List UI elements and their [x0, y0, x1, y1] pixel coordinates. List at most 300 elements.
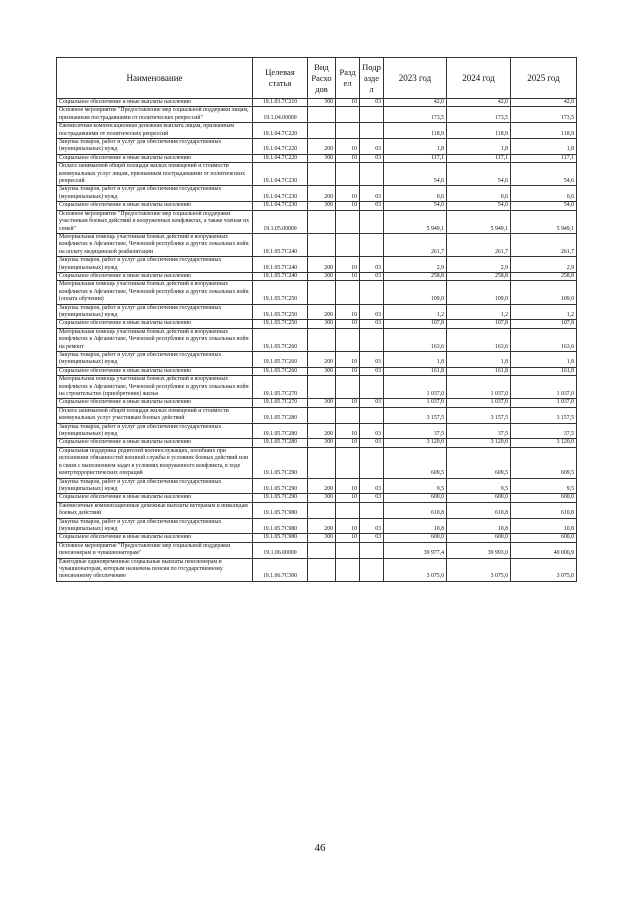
row-amount-2023-cell: 3 075,0 [384, 558, 447, 581]
row-section-cell [336, 407, 360, 423]
row-amount-2024-cell: 54,0 [447, 202, 511, 210]
row-expense-type-cell: 200 [308, 304, 336, 320]
row-expense-type-cell [308, 407, 336, 423]
row-target-code-cell: 19.1.04.7С230 [253, 202, 308, 210]
row-amount-2025-cell: 600,0 [511, 534, 577, 542]
table-row [57, 558, 577, 581]
row-expense-type-cell: 200 [308, 139, 336, 155]
row-expense-type-cell: 200 [308, 478, 336, 494]
row-amount-2023-cell: 163,6 [384, 328, 447, 351]
row-target-code-cell: 19.1.05.7С240 [253, 272, 308, 280]
row-expense-type-cell: 200 [308, 423, 336, 439]
row-amount-2023-cell: 173,5 [384, 107, 447, 123]
header-expense-type [308, 58, 336, 99]
row-target-code-cell: 19.1.05.00000 [253, 210, 308, 233]
row-target-code-cell: 19.1.04.7С230 [253, 186, 308, 202]
row-section-cell [336, 123, 360, 139]
table-header-row [57, 58, 577, 99]
header-expense-type-line3: дов [315, 83, 328, 94]
row-amount-2023-cell: 161,8 [384, 367, 447, 375]
row-amount-2024-cell: 42,0 [447, 99, 511, 107]
row-expense-type-cell [308, 107, 336, 123]
row-amount-2023-cell: 37,5 [384, 423, 447, 439]
row-amount-2025-cell: 1,8 [511, 139, 577, 155]
header-subsection [360, 58, 384, 99]
row-expense-type-cell: 300 [308, 399, 336, 407]
row-name-cell: Закупка товаров, работ и услуг для обеспечения государственных (муниципальных) нужд [57, 139, 253, 155]
row-expense-type-cell [308, 376, 336, 399]
row-expense-type-cell: 200 [308, 257, 336, 273]
row-target-code-cell: 19.1.05.7С250 [253, 320, 308, 328]
row-target-code-cell: 19.1.05.7С280 [253, 423, 308, 439]
row-amount-2025-cell: 5 949,1 [511, 210, 577, 233]
table-row [57, 407, 577, 423]
table-row [57, 447, 577, 478]
row-section-cell: 10 [336, 202, 360, 210]
row-amount-2023-cell: 1 037,0 [384, 376, 447, 399]
row-expense-type-cell: 300 [308, 494, 336, 502]
table-row [57, 272, 577, 280]
row-section-cell: 10 [336, 186, 360, 202]
row-section-cell: 10 [336, 257, 360, 273]
row-amount-2025-cell: 609,5 [511, 447, 577, 478]
row-amount-2025-cell: 610,8 [511, 502, 577, 518]
table-row [57, 478, 577, 494]
row-expense-type-cell [308, 542, 336, 558]
row-amount-2024-cell: 5 949,1 [447, 210, 511, 233]
row-amount-2024-cell: 118,9 [447, 123, 511, 139]
row-amount-2023-cell: 109,0 [384, 281, 447, 304]
row-amount-2023-cell: 600,0 [384, 534, 447, 542]
row-subsection-cell: 03 [360, 494, 384, 502]
row-target-code-cell: 19.1.05.7С290 [253, 478, 308, 494]
table-row [57, 154, 577, 162]
row-amount-2024-cell: 1,8 [447, 139, 511, 155]
row-name-cell: Социальная поддержка родителей военнослужащих, погибших при исполнении обязанностей военной службы в условиях боевых действий или в связи с выполнением задач в условиях вооруженного конфликта, в ходе контртеррористических операций [57, 447, 253, 478]
row-subsection-cell [360, 502, 384, 518]
table-row [57, 186, 577, 202]
row-name-cell: Материальная помощь участникам боевых действий в вооруженных конфликтах в Афганистане, Чеченской республике и других локальных войн (оплата обучения) [57, 281, 253, 304]
row-name-cell: Социальное обеспечение и иные выплаты населению [57, 399, 253, 407]
row-subsection-cell: 03 [360, 304, 384, 320]
row-subsection-cell [360, 210, 384, 233]
row-expense-type-cell [308, 558, 336, 581]
row-section-cell: 10 [336, 534, 360, 542]
row-amount-2024-cell: 39 993,0 [447, 542, 511, 558]
row-name-cell: Социальное обеспечение и иные выплаты населению [57, 534, 253, 542]
row-name-cell: Материальная помощь участникам боевых действий в вооруженных конфликтах в Афганистане, Чеченской республике и других локальных войн на оплату медицинской реабилитации [57, 233, 253, 256]
row-subsection-cell: 03 [360, 367, 384, 375]
header-subsection-line1: Подр [362, 61, 381, 72]
row-subsection-cell: 03 [360, 423, 384, 439]
row-name-cell: Социальное обеспечение и иные выплаты населению [57, 494, 253, 502]
row-section-cell: 10 [336, 367, 360, 375]
row-section-cell: 10 [336, 352, 360, 368]
row-amount-2025-cell: 107,8 [511, 320, 577, 328]
table-row [57, 320, 577, 328]
row-target-code-cell: 19.1.05.7С270 [253, 376, 308, 399]
row-amount-2025-cell: 9,5 [511, 478, 577, 494]
row-expense-type-cell: 300 [308, 272, 336, 280]
row-name-cell: Ежемесячная компенсационная денежная выплата лицам, признанным пострадавшими от политических репрессий [57, 123, 253, 139]
row-target-code-cell: 19.1.04.7С220 [253, 154, 308, 162]
row-amount-2024-cell: 0,6 [447, 186, 511, 202]
row-expense-type-cell [308, 163, 336, 186]
row-subsection-cell [360, 328, 384, 351]
table-row [57, 518, 577, 534]
table-row [57, 328, 577, 351]
row-name-cell: Оплата занимаемой общей площади жилых помещений и стоимости коммунальных услуг участникам боевых действий [57, 407, 253, 423]
row-amount-2025-cell: 54,6 [511, 163, 577, 186]
row-amount-2025-cell: 600,0 [511, 494, 577, 502]
row-subsection-cell [360, 376, 384, 399]
row-name-cell: Закупка товаров, работ и услуг для обеспечения государственных (муниципальных) нужд [57, 257, 253, 273]
row-name-cell: Основное мероприятие "Предоставление мер социальной поддержки участникам боевых действий в вооруженных конфликтах, а также членам их семей" [57, 210, 253, 233]
row-target-code-cell: 19.1.05.7С260 [253, 352, 308, 368]
row-amount-2024-cell: 3 075,0 [447, 558, 511, 581]
table-row [57, 123, 577, 139]
row-amount-2024-cell: 600,0 [447, 494, 511, 502]
row-amount-2025-cell: 2,9 [511, 257, 577, 273]
row-subsection-cell [360, 107, 384, 123]
row-expense-type-cell [308, 502, 336, 518]
row-amount-2024-cell: 258,8 [447, 272, 511, 280]
row-name-cell: Социальное обеспечение и иные выплаты населению [57, 154, 253, 162]
row-target-code-cell: 19.1.05.7С260 [253, 328, 308, 351]
table-row [57, 139, 577, 155]
row-amount-2023-cell: 3 157,5 [384, 407, 447, 423]
row-amount-2024-cell: 1,8 [447, 352, 511, 368]
row-amount-2025-cell: 118,9 [511, 123, 577, 139]
table-row [57, 233, 577, 256]
table-row [57, 163, 577, 186]
row-subsection-cell: 03 [360, 352, 384, 368]
table-row [57, 304, 577, 320]
row-subsection-cell: 03 [360, 139, 384, 155]
header-year-2025: 2025 год [511, 58, 577, 99]
row-subsection-cell: 03 [360, 320, 384, 328]
row-section-cell [336, 447, 360, 478]
row-subsection-cell: 03 [360, 99, 384, 107]
row-amount-2023-cell: 609,5 [384, 447, 447, 478]
row-amount-2023-cell: 54,0 [384, 202, 447, 210]
row-amount-2023-cell: 610,8 [384, 502, 447, 518]
table-row [57, 494, 577, 502]
row-amount-2025-cell: 258,8 [511, 272, 577, 280]
row-amount-2023-cell: 42,0 [384, 99, 447, 107]
row-amount-2024-cell: 10,8 [447, 518, 511, 534]
row-amount-2024-cell: 109,0 [447, 281, 511, 304]
row-amount-2025-cell: 163,6 [511, 328, 577, 351]
header-target-article: Целевая статья [253, 58, 308, 99]
row-amount-2025-cell: 42,0 [511, 99, 577, 107]
row-section-cell: 10 [336, 320, 360, 328]
row-name-cell: Оплата занимаемой общей площади жилых помещений и стоимости коммунальных услуг лицам, признанным пострадавшими от политических репрессий [57, 163, 253, 186]
row-section-cell: 10 [336, 494, 360, 502]
row-name-cell: Социальное обеспечение и иные выплаты населению [57, 367, 253, 375]
row-amount-2024-cell: 261,7 [447, 233, 511, 256]
row-expense-type-cell: 300 [308, 99, 336, 107]
row-amount-2023-cell: 0,6 [384, 186, 447, 202]
row-expense-type-cell: 300 [308, 320, 336, 328]
row-amount-2023-cell: 1,2 [384, 304, 447, 320]
row-amount-2024-cell: 610,8 [447, 502, 511, 518]
row-amount-2025-cell: 54,0 [511, 202, 577, 210]
row-amount-2024-cell: 3 120,0 [447, 439, 511, 447]
header-section-line2: ел [343, 78, 352, 88]
header-expense-type-line2: Расхо [311, 72, 332, 83]
row-section-cell [336, 210, 360, 233]
row-target-code-cell: 19.1.06.7С300 [253, 558, 308, 581]
row-subsection-cell [360, 233, 384, 256]
table-row [57, 281, 577, 304]
row-section-cell: 10 [336, 99, 360, 107]
row-amount-2024-cell: 173,5 [447, 107, 511, 123]
row-section-cell [336, 163, 360, 186]
budget-table [56, 57, 577, 582]
row-subsection-cell [360, 447, 384, 478]
row-target-code-cell: 19.1.04.7С220 [253, 139, 308, 155]
row-name-cell: Социальное обеспечение и иные выплаты населению [57, 320, 253, 328]
row-subsection-cell: 03 [360, 202, 384, 210]
row-subsection-cell: 03 [360, 272, 384, 280]
row-subsection-cell: 03 [360, 186, 384, 202]
row-section-cell: 10 [336, 139, 360, 155]
row-name-cell: Материальная помощь участникам боевых действий в вооруженных конфликтах в Афганистане, Чеченской республике и других локальных войн на ремонт [57, 328, 253, 351]
row-amount-2025-cell: 3 075,0 [511, 558, 577, 581]
row-amount-2023-cell: 1,8 [384, 139, 447, 155]
row-expense-type-cell [308, 328, 336, 351]
table-row [57, 399, 577, 407]
row-name-cell: Закупка товаров, работ и услуг для обеспечения государственных (муниципальных) нужд [57, 352, 253, 368]
row-subsection-cell [360, 281, 384, 304]
row-amount-2023-cell: 1 037,0 [384, 399, 447, 407]
row-target-code-cell: 19.1.04.7С220 [253, 123, 308, 139]
row-amount-2024-cell: 117,1 [447, 154, 511, 162]
row-target-code-cell: 19.1.05.7С290 [253, 494, 308, 502]
row-expense-type-cell: 300 [308, 367, 336, 375]
table-body [57, 99, 577, 582]
table-row [57, 99, 577, 107]
header-expense-type-line1: Вид [314, 61, 329, 72]
row-name-cell: Основное мероприятие "Предоставление мер социальной поддержки лицам, признанным пострадавшими от политических репрессий" [57, 107, 253, 123]
row-target-code-cell: 19.1.05.7С280 [253, 407, 308, 423]
row-subsection-cell: 03 [360, 154, 384, 162]
row-name-cell: Ежегодные единовременные социальные выплаты пенсионерам и чувашионаторам, которым назначена пенсия по государственному пенсионному обеспечению [57, 558, 253, 581]
row-amount-2024-cell: 600,0 [447, 534, 511, 542]
row-expense-type-cell: 300 [308, 439, 336, 447]
table-row [57, 502, 577, 518]
row-amount-2025-cell: 1 037,0 [511, 399, 577, 407]
row-subsection-cell: 03 [360, 439, 384, 447]
row-target-code-cell: 19.1.05.7С240 [253, 257, 308, 273]
row-target-code-cell: 19.1.05.7С240 [253, 233, 308, 256]
row-amount-2023-cell: 9,5 [384, 478, 447, 494]
row-name-cell: Закупка товаров, работ и услуг для обеспечения государственных (муниципальных) нужд [57, 423, 253, 439]
row-amount-2025-cell: 117,1 [511, 154, 577, 162]
row-section-cell [336, 328, 360, 351]
row-amount-2025-cell: 1,2 [511, 304, 577, 320]
header-section [336, 58, 360, 99]
row-target-code-cell: 19.1.05.7С260 [253, 367, 308, 375]
row-expense-type-cell: 200 [308, 186, 336, 202]
row-section-cell [336, 376, 360, 399]
row-amount-2023-cell: 600,0 [384, 494, 447, 502]
row-section-cell [336, 281, 360, 304]
table-row [57, 542, 577, 558]
row-amount-2024-cell: 609,5 [447, 447, 511, 478]
row-target-code-cell: 19.1.05.7С280 [253, 439, 308, 447]
row-section-cell [336, 107, 360, 123]
page-number: 46 [314, 842, 326, 854]
header-section-line1: Разд [339, 67, 356, 77]
row-name-cell: Социальное обеспечение и иные выплаты населению [57, 202, 253, 210]
row-expense-type-cell: 200 [308, 518, 336, 534]
row-target-code-cell: 19.1.06.00000 [253, 542, 308, 558]
budget-table-sheet [56, 57, 576, 582]
row-target-code-cell: 19.1.03.7С210 [253, 99, 308, 107]
row-amount-2025-cell: 3 120,0 [511, 439, 577, 447]
row-section-cell [336, 502, 360, 518]
row-subsection-cell: 03 [360, 478, 384, 494]
header-subsection-line2: азде [363, 72, 380, 83]
row-amount-2023-cell: 39 977,4 [384, 542, 447, 558]
header-name: Наименование [57, 58, 253, 99]
row-amount-2023-cell: 10,8 [384, 518, 447, 534]
row-target-code-cell: 19.1.05.7С980 [253, 534, 308, 542]
row-amount-2024-cell: 54,6 [447, 163, 511, 186]
row-target-code-cell: 19.1.04.7С230 [253, 163, 308, 186]
row-subsection-cell [360, 542, 384, 558]
row-amount-2024-cell: 161,8 [447, 367, 511, 375]
row-amount-2023-cell: 118,9 [384, 123, 447, 139]
row-amount-2025-cell: 173,5 [511, 107, 577, 123]
row-amount-2025-cell: 3 157,5 [511, 407, 577, 423]
row-section-cell: 10 [336, 399, 360, 407]
row-name-cell: Закупка товаров, работ и услуг для обеспечения государственных (муниципальных) нужд [57, 304, 253, 320]
table-row [57, 439, 577, 447]
row-section-cell: 10 [336, 478, 360, 494]
row-name-cell: Ежемесячные компенсационные денежные выплаты ветеранам и инвалидам боевых действий [57, 502, 253, 518]
row-name-cell: Закупка товаров, работ и услуг для обеспечения государственных (муниципальных) нужд [57, 478, 253, 494]
header-year-2023: 2023 год [384, 58, 447, 99]
row-target-code-cell: 19.1.05.7С980 [253, 502, 308, 518]
row-subsection-cell [360, 407, 384, 423]
row-section-cell: 10 [336, 439, 360, 447]
row-amount-2023-cell: 54,6 [384, 163, 447, 186]
row-amount-2025-cell: 261,7 [511, 233, 577, 256]
row-amount-2025-cell: 37,5 [511, 423, 577, 439]
table-row [57, 107, 577, 123]
row-amount-2024-cell: 1 037,0 [447, 376, 511, 399]
row-expense-type-cell [308, 281, 336, 304]
row-amount-2025-cell: 1,8 [511, 352, 577, 368]
row-expense-type-cell [308, 447, 336, 478]
row-expense-type-cell: 300 [308, 154, 336, 162]
row-amount-2025-cell: 109,0 [511, 281, 577, 304]
row-target-code-cell: 19.1.05.7С290 [253, 447, 308, 478]
row-amount-2025-cell: 0,6 [511, 186, 577, 202]
row-expense-type-cell: 200 [308, 352, 336, 368]
table-row [57, 367, 577, 375]
row-amount-2023-cell: 1,8 [384, 352, 447, 368]
row-amount-2023-cell: 117,1 [384, 154, 447, 162]
row-amount-2023-cell: 2,9 [384, 257, 447, 273]
row-expense-type-cell [308, 233, 336, 256]
row-amount-2025-cell: 40 006,9 [511, 542, 577, 558]
header-subsection-line3: л [369, 83, 374, 94]
row-amount-2024-cell: 1 037,0 [447, 399, 511, 407]
row-name-cell: Закупка товаров, работ и услуг для обеспечения государственных (муниципальных) нужд [57, 186, 253, 202]
row-subsection-cell [360, 123, 384, 139]
row-amount-2023-cell: 261,7 [384, 233, 447, 256]
row-expense-type-cell: 300 [308, 534, 336, 542]
row-name-cell: Социальное обеспечение и иные выплаты населению [57, 439, 253, 447]
row-name-cell: Основное мероприятие "Предоставление мер социальной поддержки пенсионерам и чувашионаторам" [57, 542, 253, 558]
row-target-code-cell: 19.1.04.00000 [253, 107, 308, 123]
row-amount-2024-cell: 107,8 [447, 320, 511, 328]
row-expense-type-cell: 300 [308, 202, 336, 210]
table-row [57, 202, 577, 210]
row-subsection-cell [360, 163, 384, 186]
row-expense-type-cell [308, 123, 336, 139]
row-subsection-cell [360, 558, 384, 581]
row-expense-type-cell [308, 210, 336, 233]
row-target-code-cell: 19.1.05.7С270 [253, 399, 308, 407]
row-amount-2023-cell: 5 949,1 [384, 210, 447, 233]
header-year-2024: 2024 год [447, 58, 511, 99]
row-name-cell: Материальная помощь участникам боевых действий в вооруженных конфликтах в Афганистане, Чеченской республике и других локальных войн на строительство (приобретение) жилья [57, 376, 253, 399]
row-target-code-cell: 19.1.05.7С250 [253, 281, 308, 304]
row-target-code-cell: 19.1.05.7С980 [253, 518, 308, 534]
row-amount-2025-cell: 161,8 [511, 367, 577, 375]
row-section-cell: 10 [336, 423, 360, 439]
row-name-cell: Социальное обеспечение и иные выплаты населению [57, 99, 253, 107]
row-section-cell: 10 [336, 154, 360, 162]
row-subsection-cell: 03 [360, 534, 384, 542]
row-name-cell: Социальное обеспечение и иные выплаты населению [57, 272, 253, 280]
row-section-cell: 10 [336, 304, 360, 320]
row-amount-2025-cell: 10,8 [511, 518, 577, 534]
table-row [57, 423, 577, 439]
row-amount-2023-cell: 3 120,0 [384, 439, 447, 447]
row-subsection-cell: 03 [360, 257, 384, 273]
row-section-cell [336, 558, 360, 581]
row-section-cell [336, 233, 360, 256]
row-amount-2024-cell: 3 157,5 [447, 407, 511, 423]
row-section-cell: 10 [336, 272, 360, 280]
row-subsection-cell: 03 [360, 399, 384, 407]
row-section-cell [336, 542, 360, 558]
row-amount-2024-cell: 163,6 [447, 328, 511, 351]
table-row [57, 352, 577, 368]
table-row [57, 534, 577, 542]
row-subsection-cell: 03 [360, 518, 384, 534]
row-section-cell: 10 [336, 518, 360, 534]
row-amount-2024-cell: 2,9 [447, 257, 511, 273]
row-amount-2023-cell: 258,8 [384, 272, 447, 280]
row-amount-2024-cell: 9,5 [447, 478, 511, 494]
row-amount-2024-cell: 1,2 [447, 304, 511, 320]
row-amount-2025-cell: 1 037,0 [511, 376, 577, 399]
row-name-cell: Закупка товаров, работ и услуг для обеспечения государственных (муниципальных) нужд [57, 518, 253, 534]
table-row [57, 376, 577, 399]
row-target-code-cell: 19.1.05.7С250 [253, 304, 308, 320]
table-row [57, 210, 577, 233]
row-amount-2023-cell: 107,8 [384, 320, 447, 328]
row-amount-2024-cell: 37,5 [447, 423, 511, 439]
table-row [57, 257, 577, 273]
